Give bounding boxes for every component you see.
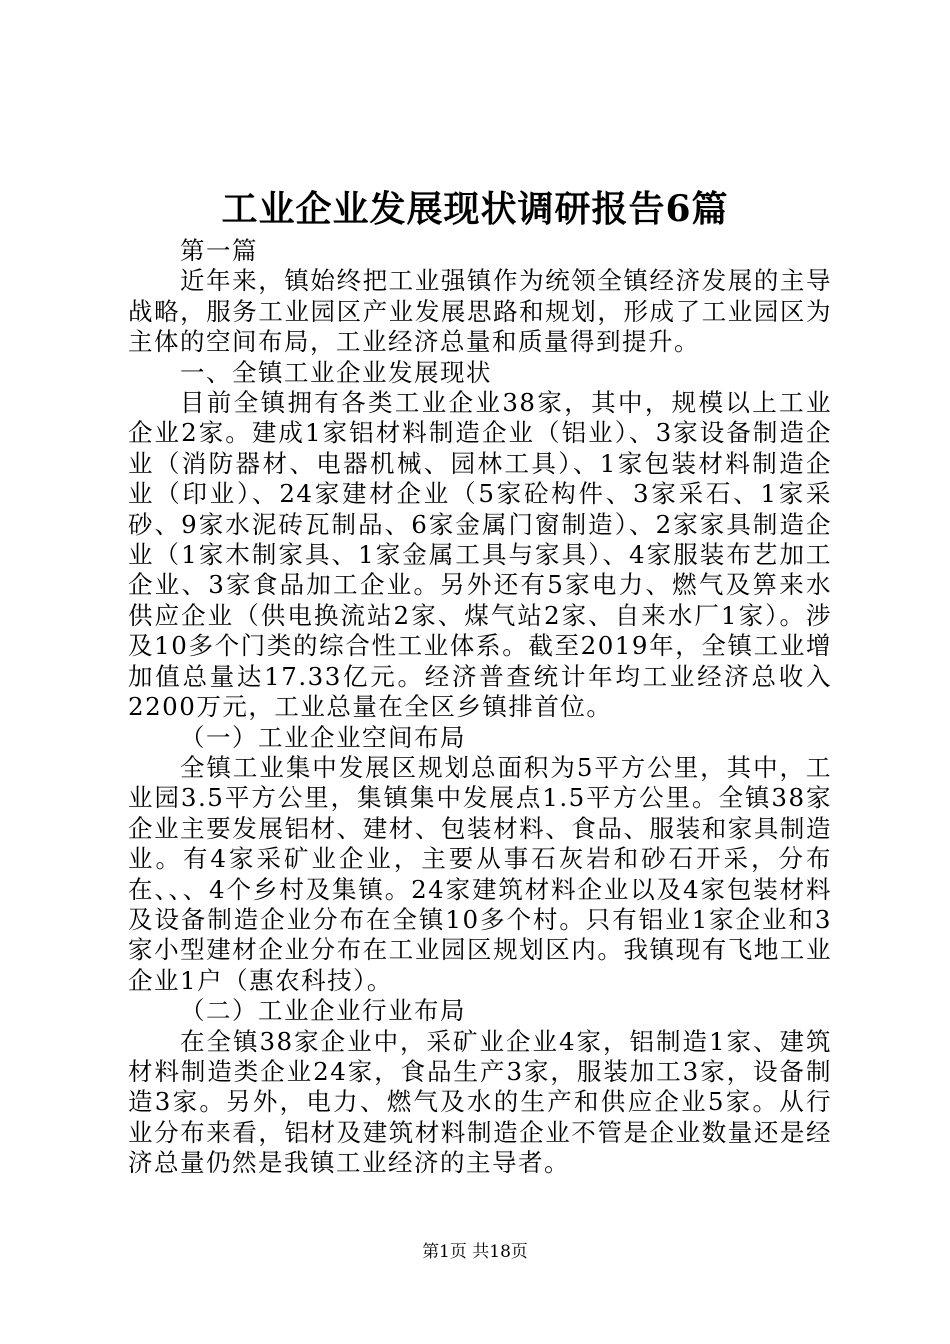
section-heading: 第一篇 [180,236,258,265]
subsection-heading: （一）工业企业空间布局 [180,722,466,752]
page-number-footer: 第1页 共18页 [422,1242,528,1262]
document-title: 工业企业发展现状调研报告6篇 [221,188,729,230]
document-body [128,236,832,1179]
body-paragraph: 全镇工业集中发展区规划总面积为5平方公里，其中，工业园3.5平方公里，集镇集中发展点1.5平方公里。全镇38家企业主要发展铝材、建材、包装材料、食品、服装和家具制造业。有4家采矿业企业，主要从事石灰岩和砂石开采，分布在、、、4个乡村及集镇。24家建筑材料企业以及4家包装材料及设备制造企业分布在全镇10多个村。只有铝业1家企业和3家小型建材企业分布在工业园区规划区内。我镇现有飞地工业企业1户（惠农科技）。 [128,752,832,995]
body-paragraph: 目前全镇拥有各类工业企业38家，其中，规模以上工业企业2家。建成1家铝材料制造企业（铝业）、3家设备制造企业（消防器材、电器机械、园林工具）、1家包装材料制造企业（印业）、24家建材企业（5家砼构件、3家采石、1家采砂、9家水泥砖瓦制品、6家金属门窗制造）、2家家具制造企业（1家木制家具、1家金属工具与家具）、4家服装布艺加工企业、3家食品加工企业。另外还有5家电力、燃气及箅来水供应企业（供电换流站2家、煤气站2家、自来水厂1家）。涉及10多个门类的综合性工业体系。截至2019年，全镇工业增加值总量达17.33亿元。经济普查统计年均工业经济总收入2200万元，工业总量在全区乡镇排首位。 [128,388,832,722]
body-paragraph: 在全镇38家企业中，采矿业企业4家，铝制造1家、建筑材料制造类企业24家，食品生产3家，服装加工3家，设备制造3家。另外，电力、燃气及水的生产和供应企业5家。从行业分布来看，铝材及建筑材料制造企业不管是企业数量还是经济总量仍然是我镇工业经济的主导者。 [128,1026,832,1178]
subsection-heading: （二）工业企业行业布局 [180,996,466,1026]
intro-paragraph: 近年来，镇始终把工业强镇作为统领全镇经济发展的主导战略，服务工业园区产业发展思路和规划，形成了工业园区为主体的空间布局，工业经济总量和质量得到提升。 [128,266,832,357]
subsection-heading: 一、全镇工业企业发展现状 [180,357,492,387]
